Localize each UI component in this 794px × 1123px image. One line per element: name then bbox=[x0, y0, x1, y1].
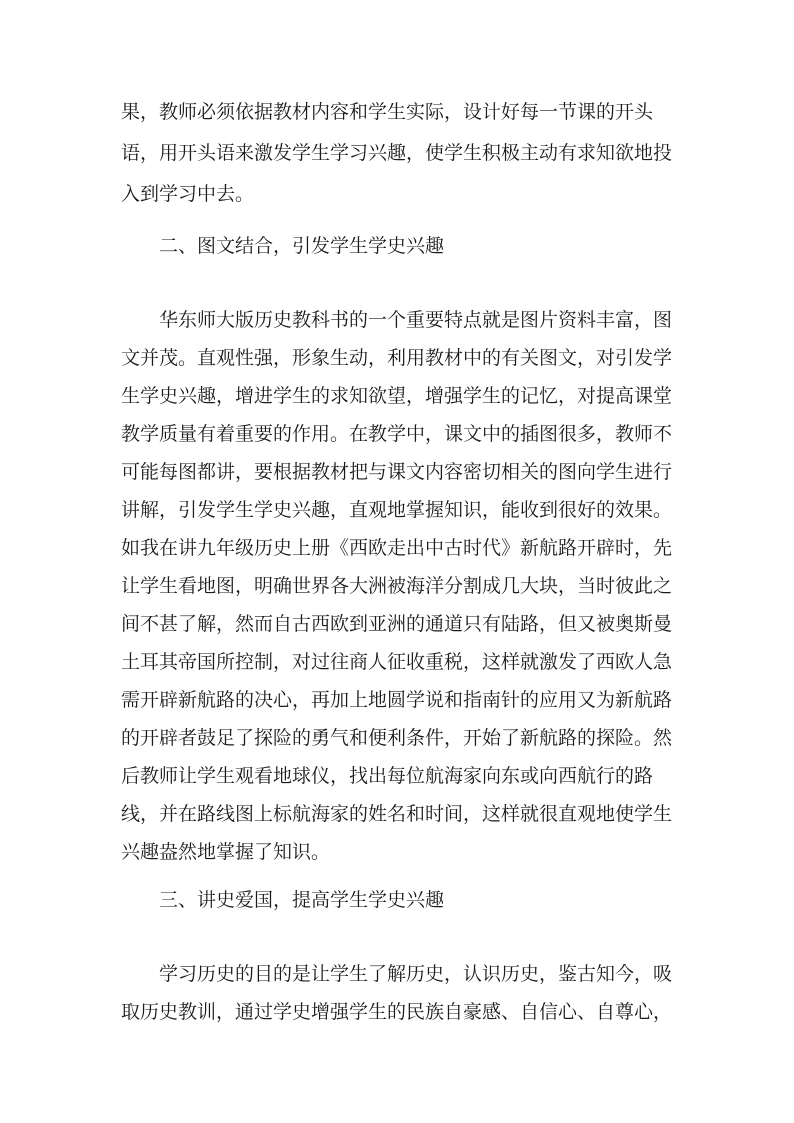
paragraph-line: 文并茂。直观性强，形象生动，利用教材中的有关图文，对引发学 bbox=[121, 347, 673, 369]
paragraph-line: 间不甚了解，然而自古西欧到亚洲的通道只有陆路，但又被奥斯曼 bbox=[121, 613, 673, 635]
section-heading: 二、图文结合，引发学生学史兴趣 bbox=[159, 235, 445, 257]
paragraph-line: 教学质量有着重要的作用。在教学中，课文中的插图很多，教师不 bbox=[121, 423, 673, 445]
paragraph-line: 土耳其帝国所控制，对过往商人征收重税，这样就激发了西欧人急 bbox=[121, 651, 673, 673]
paragraph-line: 后教师让学生观看地球仪，找出每位航海家向东或向西航行的路 bbox=[121, 765, 654, 787]
paragraph-line: 可能每图都讲，要根据教材把与课文内容密切相关的图向学生进行 bbox=[121, 461, 673, 483]
paragraph-line: 线，并在路线图上标航海家的姓名和时间，这样就很直观地使学生 bbox=[121, 803, 673, 825]
paragraph-line: 如我在讲九年级历史上册《西欧走出中古时代》新航路开辟时，先 bbox=[121, 537, 673, 559]
paragraph-line: 入到学习中去。 bbox=[121, 183, 255, 205]
section-heading: 三、讲史爱国，提高学生学史兴趣 bbox=[159, 889, 445, 911]
paragraph-line: 让学生看地图，明确世界各大洲被海洋分割成几大块，当时彼此之 bbox=[121, 575, 673, 597]
paragraph-line: 语，用开头语来激发学生学习兴趣，使学生积极主动有求知欲地投 bbox=[121, 142, 673, 164]
paragraph-line: 学习历史的目的是让学生了解历史，认识历史，鉴古知今，吸 bbox=[159, 963, 673, 985]
paragraph-line: 生学史兴趣，增进学生的求知欲望，增强学生的记忆，对提高课堂 bbox=[121, 385, 673, 407]
paragraph-line: 华东师大版历史教科书的一个重要特点就是图片资料丰富，图 bbox=[159, 309, 673, 331]
paragraph-line: 果，教师必须依据教材内容和学生实际，设计好每一节课的开头 bbox=[121, 101, 654, 123]
paragraph-line: 的开辟者鼓足了探险的勇气和便利条件，开始了新航路的探险。然 bbox=[121, 727, 673, 749]
paragraph-line: 需开辟新航路的决心，再加上地圆学说和指南针的应用又为新航路 bbox=[121, 689, 673, 711]
paragraph-line: 兴趣盎然地掌握了知识。 bbox=[121, 841, 331, 863]
paragraph-line: 讲解，引发学生学史兴趣，直观地掌握知识，能收到很好的效果。 bbox=[121, 499, 673, 521]
paragraph-line: 取历史教训，通过学史增强学生的民族自豪感、自信心、自尊心， bbox=[121, 1001, 673, 1023]
